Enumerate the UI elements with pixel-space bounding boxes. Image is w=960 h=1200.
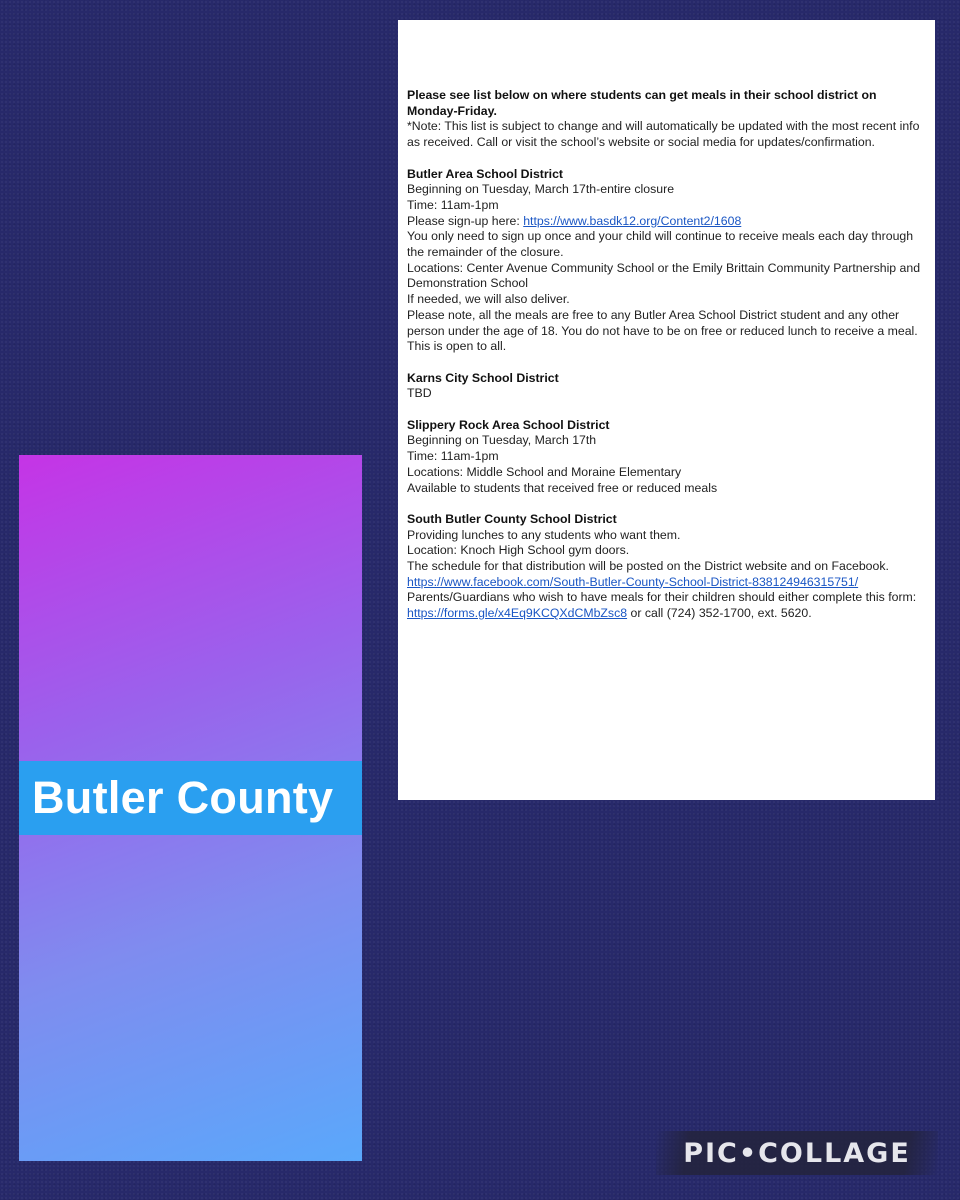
butler-area-locations: Locations: Center Avenue Community School or the Emily Brittain Community Partnership and Demonstration School bbox=[407, 260, 921, 291]
butler-area-signup-once: You only need to sign up once and your child will continue to receive meals each day through the remainder of the closure. bbox=[407, 229, 914, 260]
butler-county-tile bbox=[19, 455, 362, 1161]
tile-banner bbox=[19, 761, 362, 835]
south-butler-providing: Providing lunches to any students who want them. bbox=[407, 527, 681, 542]
section-karns-city bbox=[407, 371, 925, 402]
karns-city-status: TBD bbox=[407, 386, 432, 401]
slippery-rock-availability: Available to students that received free or reduced meals bbox=[407, 480, 718, 495]
tile-title: Butler County bbox=[32, 772, 334, 823]
butler-area-signup bbox=[407, 214, 925, 230]
section-slippery-rock bbox=[407, 418, 925, 497]
butler-area-beginning: Beginning on Tuesday, March 17th-entire closure bbox=[407, 182, 675, 197]
south-butler-parents bbox=[407, 590, 925, 621]
south-butler-facebook bbox=[407, 575, 925, 591]
slippery-rock-beginning: Beginning on Tuesday, March 17th bbox=[407, 433, 597, 448]
facebook-link[interactable]: https://www.facebook.com/South-Butler-County-School-District-838124946315751/ bbox=[407, 574, 859, 589]
south-butler-location: Location: Knoch High School gym doors. bbox=[407, 543, 630, 558]
section-butler-area bbox=[407, 167, 925, 355]
slippery-rock-time: Time: 11am-1pm bbox=[407, 449, 499, 464]
watermark-logo-text: PIC•COLLAGE bbox=[683, 1137, 911, 1169]
district-title-slippery-rock: Slippery Rock Area School District bbox=[407, 417, 610, 432]
parents-suffix: or call (724) 352-1700, ext. 5620. bbox=[627, 606, 812, 621]
signup-prefix: Please sign-up here: bbox=[407, 213, 524, 228]
intro-note: *Note: This list is subject to change and will automatically be updated with the most recent info as received. Call or visit the school’s website or social media for updates/confirmation. bbox=[407, 119, 920, 150]
slippery-rock-locations: Locations: Middle School and Moraine Elementary bbox=[407, 464, 682, 479]
butler-area-free-note: Please note, all the meals are free to any Butler Area School District student and any other person under the age of 18. You do not have to be on free or reduced lunch to receive a meal. This is open to all. bbox=[407, 307, 918, 354]
butler-area-time: Time: 11am-1pm bbox=[407, 197, 499, 212]
butler-area-deliver: If needed, we will also deliver. bbox=[407, 292, 570, 307]
parents-prefix: Parents/Guardians who wish to have meals for their children should either complete this form: bbox=[407, 590, 917, 605]
intro-heading: Please see list below on where students can get meals in their school district on Monday-Friday. bbox=[407, 88, 877, 118]
district-title-south-butler: South Butler County School District bbox=[407, 511, 617, 526]
signup-link[interactable]: https://www.basdk12.org/Content2/1608 bbox=[523, 213, 742, 228]
district-title-butler-area: Butler Area School District bbox=[407, 166, 564, 181]
form-link[interactable]: https://forms.gle/x4Eq9KCQXdCMbZsc8 bbox=[407, 606, 628, 621]
section-south-butler bbox=[407, 512, 925, 622]
meal-locations-document bbox=[398, 20, 935, 800]
pic-collage-watermark bbox=[656, 1131, 938, 1175]
south-butler-schedule: The schedule for that distribution will be posted on the District website and on Facebook. bbox=[407, 559, 889, 574]
district-title-karns-city: Karns City School District bbox=[407, 370, 559, 385]
